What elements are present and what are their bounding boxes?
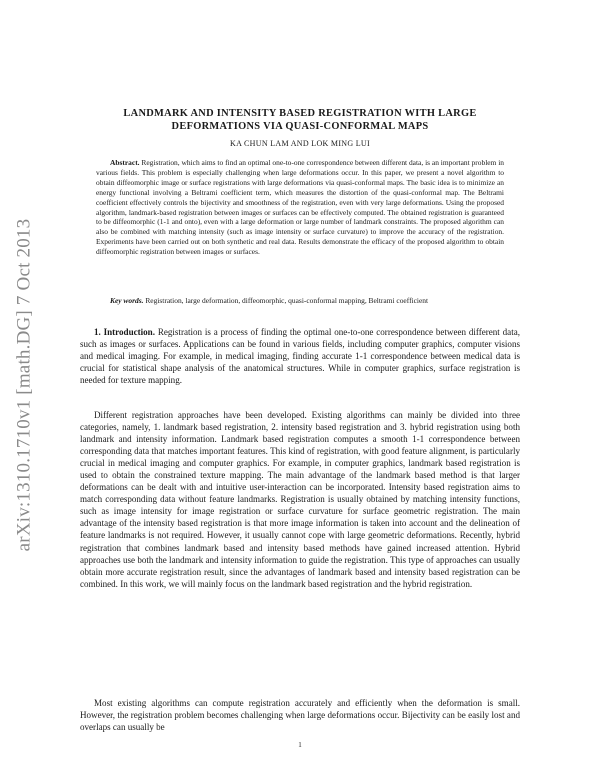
keywords xyxy=(96,296,504,306)
section-heading-introduction: 1. Introduction. xyxy=(94,327,155,337)
introduction-paragraph-1 xyxy=(80,326,520,386)
arxiv-identifier-text: arXiv:1310.1710v1 [math.DG] 7 Oct 2013 xyxy=(13,218,35,552)
introduction-paragraph-2: Different registration approaches have been developed. Existing algorithms can mainly be divided into three categories, namely, 1. landmark based registration, 2. intensity based registration and 3. hybrid registration using both landmark and intensity information. Landmark based registration computes a smooth 1-1 correspondence between corresponding data that matches important features. This kind of registration, with good feature alignment, is particularly crucial in medical imaging and computer graphics. For example, in computer graphics, landmark based registration is used to obtain the constrained texture mapping. The main advantage of the landmark based method is that larger deformations can be dealt with and intuitive user-interaction can be incorporated. Intensity based registration aims to match corresponding data without feature landmarks. Registration is usually obtained by matching intensity functions, such as image intensity for image registration or surface curvature for surface geometric registration. The main advantage of the intensity based registration is that more image information is taken into account and the delineation of feature landmarks is not required. However, it usually cannot cope with large geometric deformations. Recently, hybrid registration that combines landmark based and intensity based methods have gained increased attention. Hybrid approaches use both the landmark and intensity information to guide the registration. This type of approaches can usually obtain more accurate registration result, since the advantages of landmark based and intensity based registration can be combined. In this work, we will mainly focus on the landmark based registration and the hybrid registration. xyxy=(80,410,520,589)
abstract-text: Registration, which aims to find an optimal one-to-one correspondence between different data, is an important problem in various fields. This problem is especially challenging when large deformations occur. In this paper, we present a novel algorithm to obtain diffeomorphic image or surface registrations with large deformations via quasi-conformal maps. The basic idea is to minimize an energy functional involving a Beltrami coefficient term, which measures the distortion of the quasi-conformal map. The Beltrami coefficient effectively controls the bijectivity and smoothness of the registration, even with very large deformations. Using the proposed algorithm, landmark-based registration between images or surfaces can be effectively computed. The obtained registration is guaranteed to be diffeomorphic (1-1 and onto), even with a large deformation or large number of landmark constraints. The proposed algorithm can also be combined with matching intensity (such as image intensity or surface curvature) to improve the accuracy of the registration. Experiments have been carried out on both synthetic and real data. Results demonstrate the efficacy of the proposed algorithm to obtain diffeomorphic registration between images or surfaces. xyxy=(96,158,504,257)
arxiv-identifier-stamp xyxy=(8,210,40,560)
paper-authors: KA CHUN LAM AND LOK MING LUI xyxy=(230,139,370,148)
keywords-label: Key words. xyxy=(110,296,144,305)
introduction-paragraph-1-text: Registration is a process of finding the optimal one-to-one correspondence between different data, such as images or surfaces. Applications can be found in various fields, including computer graphics, computer visions and medical imaging. For example, in medical imaging, finding accurate 1-1 correspondence between medical data is crucial for statistical shape analysis of the anatomical structures. While in computer graphics, surface registration is needed for texture mapping. xyxy=(80,327,520,386)
introduction-paragraph-3: Most existing algorithms can compute registration accurately and efficiently when the deformation is small. However, the registration problem becomes challenging when large deformations occur. Bijectivity can be easily lost and overlaps can usually be xyxy=(80,698,520,733)
paper-title: LANDMARK AND INTENSITY BASED REGISTRATION WITH LARGE DEFORMATIONS VIA QUASI-CONFORMAL MAPS xyxy=(123,108,477,132)
page-number: 1 xyxy=(298,741,302,749)
abstract-label: Abstract. xyxy=(110,158,140,167)
keywords-text: Registration, large deformation, diffeomorphic, quasi-conformal mapping, Beltrami coefficient xyxy=(143,296,429,305)
abstract xyxy=(96,158,504,257)
